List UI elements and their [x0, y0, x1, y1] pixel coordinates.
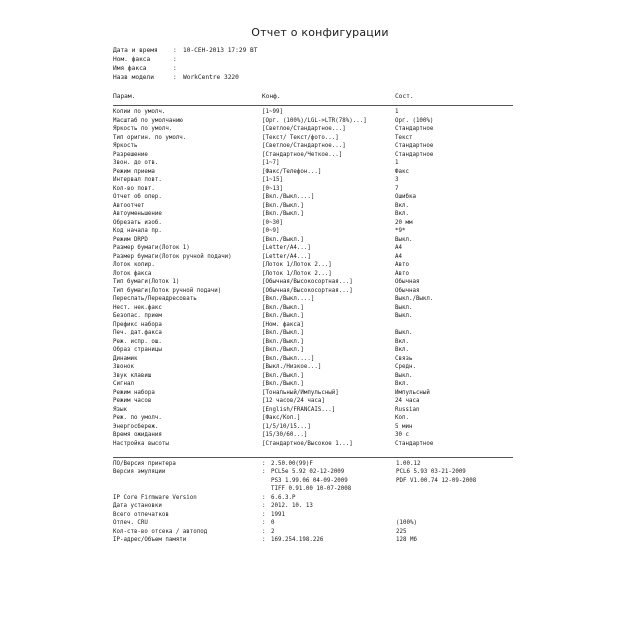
setting-options: [Вкл./Выкл.] [262, 202, 304, 209]
setting-name: Реж. по умолч. [113, 415, 162, 421]
setting-name: Режим набора [113, 389, 155, 396]
setting-options: [1~99] [262, 109, 283, 115]
settings-row [0, 356, 640, 364]
firmware-value: PS3 1.99.06 04-09-2009 [271, 478, 348, 484]
setting-name: Отчет об опер. [113, 194, 162, 200]
setting-name: Кол-во повт. [113, 185, 155, 192]
setting-value: Ошибка [395, 194, 416, 200]
setting-name: Сигнал [113, 381, 134, 387]
firmware-name: Всего отпечатков [113, 512, 169, 518]
firmware-value-secondary: PDF V1.00.74 12-09-2008 [396, 478, 477, 484]
setting-options: [Лоток 1/Лоток 2...] [262, 270, 332, 277]
firmware-value: 0 [271, 520, 275, 526]
setting-name: Масштаб по умолчанию [113, 117, 183, 124]
setting-value: A4 [395, 253, 402, 260]
setting-value: Выкл. [395, 236, 413, 243]
firmware-name: IP-адрес/Объем памяти [113, 537, 187, 543]
setting-name: Яркость [113, 143, 138, 149]
column-header-param: Парам. [113, 93, 136, 100]
setting-value: 24 часа [395, 398, 420, 404]
firmware-value-secondary: PCL6 5.93 03-21-2009 [396, 469, 466, 475]
setting-value: 5 мин [395, 423, 413, 430]
setting-value: 3 [395, 177, 399, 183]
setting-value: Обычная [395, 287, 420, 294]
firmware-value: 1991 [271, 512, 285, 518]
setting-name: Автоотчет [113, 202, 145, 209]
firmware-name: Версия эмуляции [113, 469, 166, 475]
setting-options: [1/5/10/15...] [262, 423, 311, 430]
setting-name: Время ожидания [113, 432, 162, 438]
setting-value: Вкл. [395, 338, 409, 345]
header-key: Назв модели [113, 74, 154, 81]
setting-name: Интервал повт. [113, 177, 162, 183]
setting-value: Средн. [395, 364, 416, 370]
setting-name: Лоток факса [113, 270, 152, 277]
setting-options: [Светлое/Стандартное...] [262, 126, 346, 132]
column-header-state: Сост. [395, 93, 414, 100]
settings-row [0, 109, 640, 117]
setting-options: [Текст/ Текст/фото...] [262, 134, 339, 141]
setting-name: Режим часов [113, 398, 152, 404]
setting-name: Тип бумаги(Лоток ручной подачи) [113, 287, 222, 294]
setting-options: [Факс/Телефон...] [262, 168, 322, 175]
firmware-colon: : [262, 503, 266, 509]
firmware-row [0, 461, 640, 469]
header-colon: : [173, 74, 177, 81]
firmware-value: PCL5e 5.92 02-12-2009 [271, 469, 345, 475]
setting-value: A4 [395, 245, 402, 251]
setting-value: Выкл. [395, 372, 413, 379]
setting-value: Выкл. [395, 313, 413, 319]
setting-name: Образ страницы [113, 347, 162, 353]
setting-name: Энергосбереж. [113, 423, 159, 430]
settings-row [0, 160, 640, 168]
settings-row [0, 432, 640, 440]
setting-name: Тип бумаги(Лоток 1) [113, 279, 180, 285]
settings-row [0, 373, 640, 381]
settings-row [0, 296, 640, 304]
setting-options: [Вкл./Выкл....] [262, 194, 315, 200]
firmware-colon: : [262, 512, 266, 518]
setting-name: Автоуменьшение [113, 211, 162, 217]
header-value: WorkCentre 3220 [183, 74, 239, 81]
firmware-divider [113, 457, 513, 458]
setting-options: [Лоток 1/Лоток 2...] [262, 262, 332, 268]
setting-options: [Вкл./Выкл.] [262, 381, 304, 387]
firmware-row [0, 478, 640, 486]
settings-row [0, 135, 640, 143]
settings-row [0, 305, 640, 313]
setting-name: Разрешение [113, 151, 148, 158]
header-key: Дата и время [113, 47, 158, 54]
setting-options: [Вкл./Выкл.] [262, 347, 304, 353]
setting-name: Код начала пр. [113, 228, 162, 234]
report-title: Отчет о конфигурации [251, 26, 389, 39]
firmware-value: 6.6.3.P [271, 495, 296, 501]
setting-options: [Обычная/Высокосортная...] [262, 279, 353, 285]
settings-row [0, 194, 640, 202]
setting-options: [Вкл./Выкл.] [262, 313, 304, 319]
setting-value: 20 мм [395, 219, 413, 226]
settings-row [0, 262, 640, 270]
setting-value: Стандартное [395, 151, 434, 158]
setting-value: Связь [395, 355, 413, 362]
firmware-name: ПО/Версия принтера [113, 461, 176, 467]
setting-value: Стандартное [395, 126, 434, 132]
setting-options: [Вкл./Выкл.] [262, 304, 304, 311]
firmware-name: IP Core Firmware Version [113, 495, 197, 501]
setting-name: Звук клавиш [113, 372, 152, 379]
setting-value: Коп. [395, 415, 409, 421]
settings-row [0, 288, 640, 296]
settings-row [0, 186, 640, 194]
settings-row [0, 203, 640, 211]
settings-row [0, 407, 640, 415]
firmware-colon: : [262, 495, 266, 501]
column-header-options: Конф. [262, 93, 281, 100]
settings-row [0, 364, 640, 372]
setting-name: Режим DRPD [113, 236, 148, 243]
setting-options: [Вкл./Выкл....] [262, 296, 315, 302]
firmware-value-secondary: (100%) [396, 520, 417, 526]
setting-options: [Вкл./Выкл.] [262, 211, 304, 217]
setting-name: Лоток копир. [113, 262, 155, 268]
setting-options: [Стандартное/Четкое...] [262, 151, 343, 158]
setting-options: [Вкл./Выкл.] [262, 330, 304, 336]
firmware-row [0, 469, 640, 477]
setting-options: [Ном. факса] [262, 321, 304, 328]
firmware-row [0, 486, 640, 494]
setting-options: [Факс/Коп.] [262, 415, 301, 421]
firmware-value-secondary: 128 Мб [396, 537, 417, 543]
setting-options: [Обычная/Высокосортная...] [262, 287, 353, 294]
settings-row [0, 152, 640, 160]
setting-value: 1 [395, 160, 399, 166]
setting-name: Безопас. прием [113, 313, 162, 319]
header-key: Ном. факса [113, 56, 151, 63]
settings-row [0, 220, 640, 228]
firmware-name: Отпеч. CRU [113, 520, 148, 526]
firmware-value-secondary: 1.00.12 [396, 461, 421, 467]
settings-row [0, 347, 640, 355]
setting-name: Тип оригин. по умолч. [113, 134, 187, 141]
settings-row [0, 143, 640, 151]
setting-name: Печ. дат.факса [113, 330, 162, 336]
setting-options: [Выкл./Низкое...] [262, 364, 322, 370]
firmware-value: TIFF 0.91.00 10-07-2008 [271, 486, 352, 492]
header-colon: : [173, 47, 177, 54]
settings-row [0, 279, 640, 287]
setting-options: [Вкл./Выкл.] [262, 372, 304, 379]
setting-name: Нест. нек.факс [113, 304, 162, 311]
settings-row [0, 211, 640, 219]
setting-name: Обрезать изоб. [113, 219, 162, 226]
setting-options: [1~7] [262, 160, 280, 166]
setting-options: [12 часов/24 часа] [262, 398, 325, 404]
firmware-value: 2012. 10. 13 [271, 503, 313, 509]
firmware-value: 169.254.198.226 [271, 537, 324, 543]
header-divider [113, 105, 513, 106]
setting-name: Звон. до отв. [113, 160, 159, 166]
setting-name: Префикс набора [113, 321, 162, 328]
setting-options: [0~13] [262, 185, 283, 192]
settings-row [0, 169, 640, 177]
firmware-row [0, 537, 640, 545]
setting-name: Звонок [113, 364, 134, 370]
setting-name: Копии по умолч. [113, 109, 166, 115]
setting-value: Russian [395, 406, 420, 413]
firmware-row [0, 503, 640, 511]
setting-options: [Вкл./Выкл.] [262, 236, 304, 243]
firmware-colon: : [262, 469, 266, 475]
settings-row [0, 415, 640, 423]
setting-value: Вкл. [395, 381, 409, 387]
firmware-colon: : [262, 520, 266, 526]
setting-name: Реж. испр. ош. [113, 338, 162, 345]
setting-options: [Орг. (100%)/LGL->LTR(78%)...] [262, 117, 367, 124]
firmware-value: 2 [271, 529, 275, 535]
setting-value: Авто [395, 270, 409, 277]
setting-value: Орг. (100%) [395, 117, 434, 124]
setting-name: Размер бумаги(Лоток ручной подачи) [113, 253, 232, 260]
settings-row [0, 330, 640, 338]
settings-row [0, 313, 640, 321]
header-value: 10-СЕН-2013 17:29 ВТ [183, 47, 258, 54]
setting-options: [15/30/60...] [262, 432, 308, 438]
settings-row [0, 381, 640, 389]
settings-row [0, 177, 640, 185]
setting-value: Стандартное [395, 143, 434, 149]
firmware-row [0, 520, 640, 528]
header-colon: : [173, 56, 177, 63]
settings-row [0, 237, 640, 245]
setting-options: [Тональный/Импульсный] [262, 389, 339, 396]
firmware-name: Кол-ств-во отсека / автопод [113, 529, 208, 535]
setting-value: Импульсный [395, 389, 430, 396]
setting-value: Факс [395, 168, 409, 175]
setting-name: Динамик [113, 355, 138, 362]
settings-row [0, 228, 640, 236]
settings-row [0, 271, 640, 279]
header-key: Имя факса [113, 65, 147, 72]
firmware-colon: : [262, 537, 266, 543]
setting-options: [0~9] [262, 228, 280, 234]
setting-value: Обычная [395, 279, 420, 285]
settings-row [0, 245, 640, 253]
settings-row [0, 254, 640, 262]
setting-name: Размер бумаги(Лоток 1) [113, 245, 190, 251]
setting-value: Вкл. [395, 202, 409, 209]
settings-row [0, 398, 640, 406]
settings-row [0, 441, 640, 449]
setting-value: Вкл. [395, 211, 409, 217]
settings-row [0, 390, 640, 398]
setting-name: Яркость по умолч. [113, 126, 173, 132]
setting-options: [Letter/A4...] [262, 253, 311, 260]
settings-row [0, 126, 640, 134]
setting-options: [1~15] [262, 177, 283, 183]
firmware-colon: : [262, 529, 266, 535]
setting-value: Авто [395, 262, 409, 268]
setting-name: Переслать/Переадресовать [113, 296, 197, 302]
setting-options: [English/FRANCAIS...] [262, 406, 336, 413]
settings-row [0, 424, 640, 432]
setting-options: [Стандартное/Высокое 1...] [262, 440, 353, 447]
setting-name: Настройка высоты [113, 440, 169, 447]
firmware-row [0, 495, 640, 503]
settings-row [0, 339, 640, 347]
setting-name: Язык [113, 406, 127, 413]
setting-value: Стандартное [395, 440, 434, 447]
setting-options: [Вкл./Выкл....] [262, 355, 315, 362]
firmware-value: 2.50.00(99)F [271, 461, 313, 467]
setting-value: Выкл. [395, 330, 413, 336]
firmware-row [0, 529, 640, 537]
setting-value: Выкл. [395, 304, 413, 311]
setting-value: Выкл./Выкл. [395, 296, 434, 302]
setting-value: *9* [395, 228, 406, 234]
header-colon: : [173, 65, 177, 72]
firmware-name: Дата установки [113, 503, 162, 509]
setting-options: [Letter/A4...] [262, 245, 311, 251]
settings-row [0, 118, 640, 126]
setting-options: [Вкл./Выкл.] [262, 338, 304, 345]
settings-row [0, 322, 640, 330]
setting-value: 30 с [395, 432, 409, 438]
setting-value: Текст [395, 134, 413, 141]
firmware-row [0, 512, 640, 520]
setting-value: Вкл. [395, 347, 409, 353]
firmware-value-secondary: 225 [396, 529, 407, 535]
setting-name: Режим приема [113, 168, 155, 175]
setting-options: [0~30] [262, 219, 283, 226]
setting-value: 1 [395, 109, 399, 115]
setting-value: 7 [395, 185, 399, 192]
firmware-colon: : [262, 461, 266, 467]
setting-options: [Светлое/Стандартное...] [262, 143, 346, 149]
